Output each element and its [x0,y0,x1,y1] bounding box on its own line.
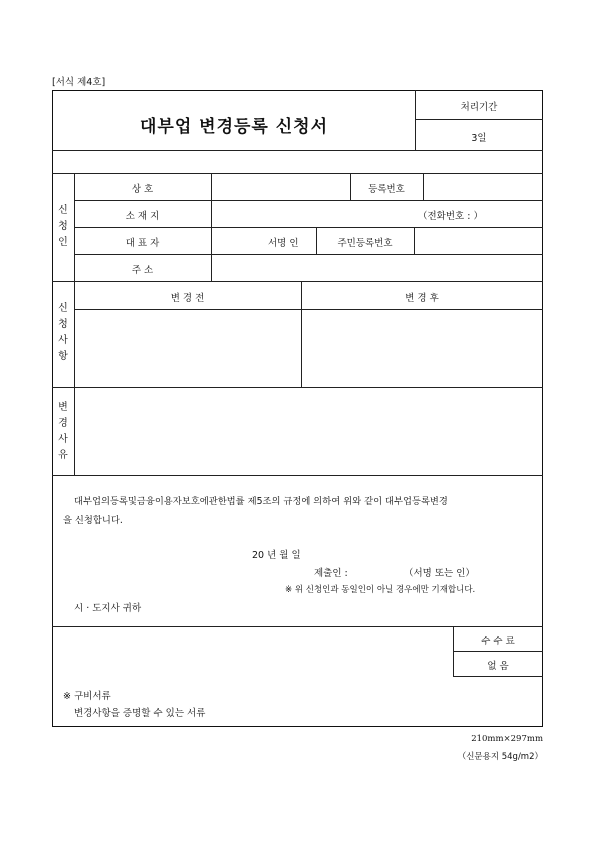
date-line: 20 년 월 일 [252,550,301,561]
processing-period-label: 처리기간 [460,102,498,113]
address-field[interactable] [212,255,542,280]
signature-or-seal: （서명 또는 인） [404,568,475,579]
location-label: 소 재 지 [125,211,160,222]
registration-number-field[interactable] [424,174,542,199]
required-documents-heading: ※ 구비서류 [63,691,111,702]
notice-text: ※ 위 신청인과 동일인이 아닐 경우에만 기재합니다. [285,585,476,595]
resident-number-label: 주민등록번호 [337,238,393,249]
after-change-header: 변 경 후 [405,293,439,304]
divider [415,119,543,120]
paper-size: 210mm×297mm [471,734,543,744]
before-change-field[interactable] [75,310,300,386]
paper-type: （신문용지 54g/m2） [457,752,543,762]
before-change-header: 변 경 전 [170,293,205,304]
registration-number-label: 등록번호 [368,184,405,195]
trade-name-field[interactable] [212,174,349,199]
fee-label: 수 수 료 [481,636,515,647]
signature-label: 서명 인 [268,238,299,249]
fee-value: 없 음 [487,661,509,672]
divider [52,150,543,151]
trade-name-label: 상 호 [131,184,154,195]
submitter-label: 제출인 : [314,568,348,579]
resident-number-field[interactable] [415,228,542,253]
reason-section-label: 변 경 사 유 [58,402,68,461]
request-section-label: 신 청 사 항 [58,303,68,362]
reason-field[interactable] [75,388,542,474]
addressee: 시 · 도지사 귀하 [74,603,142,614]
phone-label: （전화번호 : ） [418,211,483,222]
form-title: 대부업 변경등록 신청서 [139,117,329,137]
form-number: [서식 제4호] [52,77,106,88]
processing-period-value: 3일 [471,133,487,144]
location-field[interactable] [212,201,412,226]
representative-label: 대 표 자 [125,238,160,249]
statement-line-1: 대부업의등록및금융이용자보호에관한법률 제5조의 규정에 의하여 위와 같이 대부업등록변경 [74,496,448,507]
applicant-section-label: 신 청 인 [58,205,68,248]
after-change-field[interactable] [302,310,542,386]
statement-line-2: 을 신청합니다. [63,515,123,526]
required-document-item: 변경사항을 증명할 수 있는 서류 [74,708,206,719]
address-label: 주 소 [131,265,154,276]
